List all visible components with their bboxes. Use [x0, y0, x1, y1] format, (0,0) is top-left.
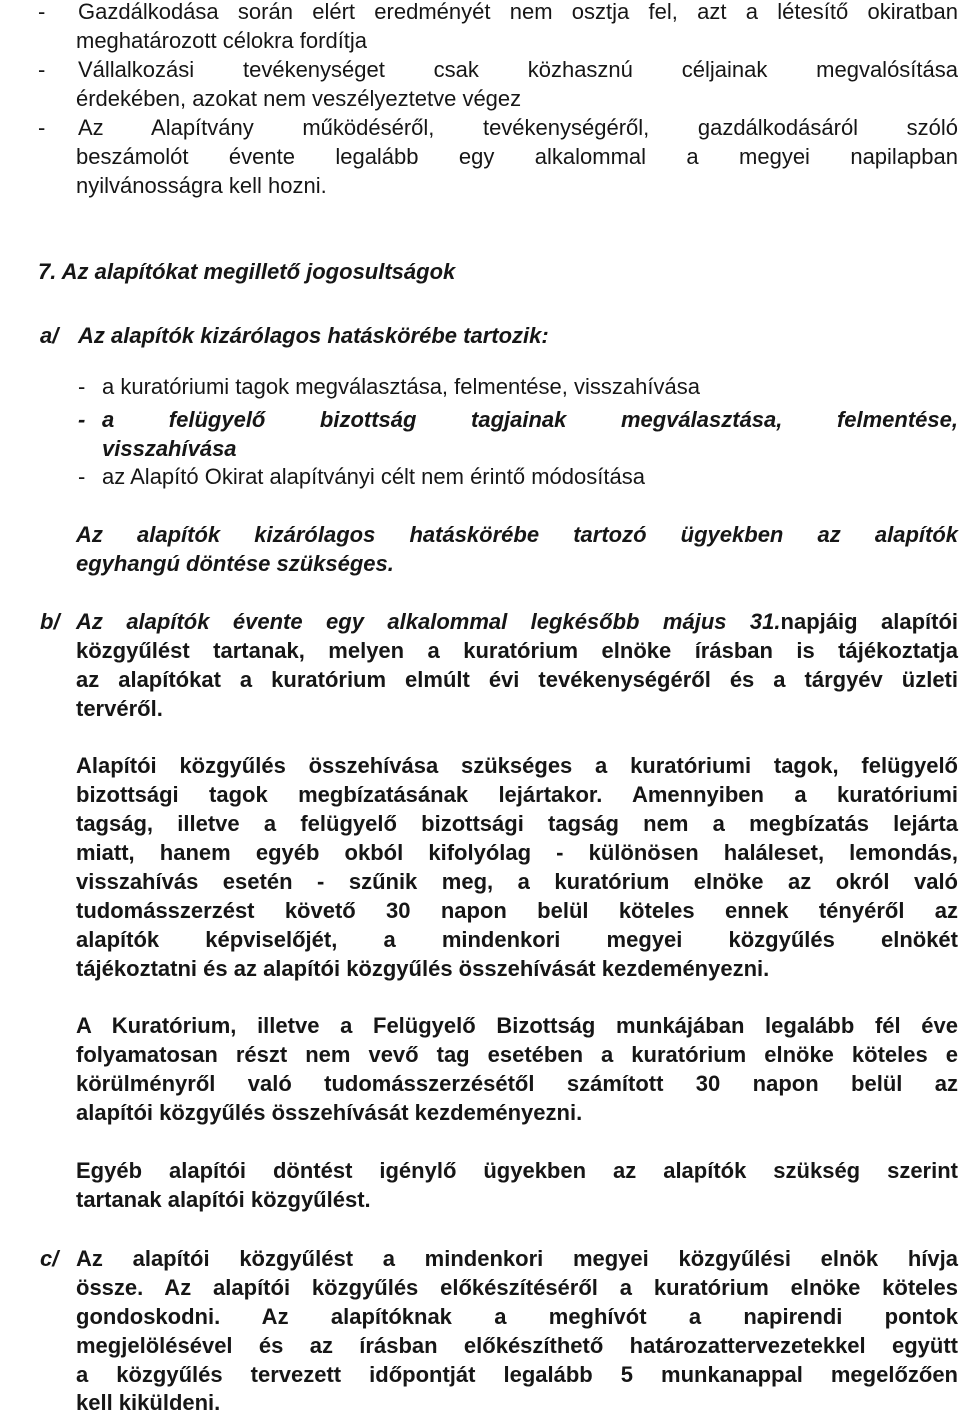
- paragraph-line: visszahívás esetén - szűnik meg, a kuratórium elnöke az okról való: [76, 869, 958, 894]
- paragraph-line: tartanak alapítói közgyűlést.: [76, 1187, 371, 1212]
- paragraph-line: egyhangú döntése szükséges.: [76, 551, 394, 576]
- subsection-marker-c: c/: [40, 1246, 59, 1271]
- list-bullet: -: [78, 407, 86, 432]
- list-item: a kuratóriumi tagok megválasztása, felmentése, visszahívása: [102, 374, 700, 399]
- paragraph-span: napjáig alapítói: [780, 609, 958, 634]
- paragraph-line: A Kuratórium, illetve a Felügyelő Bizottság munkájában legalább fél éve: [76, 1013, 958, 1038]
- paragraph-line: megjelölésével és az írásban előkészíthető határozattervezetekkel együtt: [76, 1333, 958, 1358]
- paragraph-line: Az alapítók kizárólagos hatáskörébe tartozó ügyekben az alapítók: [76, 522, 958, 547]
- list-item: Az Alapítvány működéséről, tevékenységéről, gazdálkodásáról szóló: [78, 115, 958, 140]
- list-bullet: -: [38, 0, 46, 24]
- list-bullet: -: [38, 57, 46, 82]
- list-item-continuation: meghatározott célokra fordítja: [76, 28, 368, 53]
- list-item-continuation: nyilvánosságra kell hozni.: [76, 173, 327, 198]
- list-item: Gazdálkodása során elért eredményét nem osztja fel, azt a létesítő okiratban: [78, 0, 958, 24]
- paragraph-line: tervéről.: [76, 696, 163, 721]
- paragraph-line: a közgyűlés tervezett időpontját legalább 5 munkanappal megelőzően: [76, 1362, 958, 1387]
- list-bullet: -: [38, 115, 46, 140]
- list-item-continuation: visszahívása: [102, 436, 237, 461]
- paragraph-line: tagság, illetve a felügyelő bizottsági tagság nem a megbízatás lejárta: [76, 811, 958, 836]
- list-item-continuation: beszámolót évente legalább egy alkalommal a megyei napilapban: [76, 144, 958, 169]
- subsection-marker-a: a/: [40, 323, 59, 348]
- paragraph-line: miatt, hanem egyéb okból kifolyólag - különösen haláleset, lemondás,: [76, 840, 958, 865]
- paragraph-line: alapítók képviselőjét, a mindenkori megyei közgyűlés elnökét: [76, 927, 958, 952]
- paragraph-span: Az alapítók évente egy alkalommal legkésőbb május 31.: [76, 609, 781, 634]
- paragraph-line: tudomásszerzést követő 30 napon belül köteles ennek tényéről az: [76, 898, 958, 923]
- paragraph-line: Egyéb alapítói döntést igénylő ügyekben az alapítók szükség szerint: [76, 1158, 958, 1183]
- subsection-marker-b: b/: [40, 609, 60, 634]
- subsection-heading: Az alapítók kizárólagos hatáskörébe tartozik:: [78, 323, 549, 348]
- paragraph-line: tájékoztatni és az alapítói közgyűlés összehívását kezdeményezni.: [76, 956, 770, 981]
- paragraph-line: körülményről való tudomásszerzésétől számított 30 napon belül az: [76, 1071, 958, 1096]
- paragraph-line: [76, 607, 958, 637]
- section-heading: 7. Az alapítókat megillető jogosultságok: [38, 259, 456, 284]
- paragraph-line: gondoskodni. Az alapítóknak a meghívót a napirendi pontok: [76, 1304, 958, 1329]
- paragraph-line: Az alapítói közgyűlést a mindenkori megyei közgyűlési elnök hívja: [76, 1246, 958, 1271]
- list-item: Vállalkozási tevékenységet csak közhasznú céljainak megvalósítása: [78, 57, 958, 82]
- paragraph-line: bizottsági tagok megbízatásának lejártakor. Amennyiben a kuratóriumi: [76, 782, 958, 807]
- list-item: az Alapító Okirat alapítványi célt nem érintő módosítása: [102, 464, 645, 489]
- paragraph-line: kell kiküldeni.: [76, 1390, 221, 1415]
- list-item-continuation: érdekében, azokat nem veszélyeztetve végez: [76, 86, 522, 111]
- paragraph-line: össze. Az alapítói közgyűlés előkészítéséről a kuratórium elnöke köteles: [76, 1275, 958, 1300]
- list-bullet: -: [78, 374, 86, 399]
- paragraph-line: alapítói közgyűlés összehívását kezdeményezni.: [76, 1100, 583, 1125]
- paragraph-line: folyamatosan részt nem vevő tag esetében a kuratórium elnöke köteles e: [76, 1042, 958, 1067]
- list-bullet: -: [78, 464, 86, 489]
- paragraph-line: közgyűlést tartanak, melyen a kuratórium elnöke írásban is tájékoztatja: [76, 638, 958, 663]
- list-item: a felügyelő bizottság tagjainak megválasztása, felmentése,: [102, 407, 958, 432]
- paragraph-line: az alapítókat a kuratórium elmúlt évi tevékenységéről és a tárgyév üzleti: [76, 667, 958, 692]
- paragraph-line: Alapítói közgyűlés összehívása szükséges a kuratóriumi tagok, felügyelő: [76, 753, 958, 778]
